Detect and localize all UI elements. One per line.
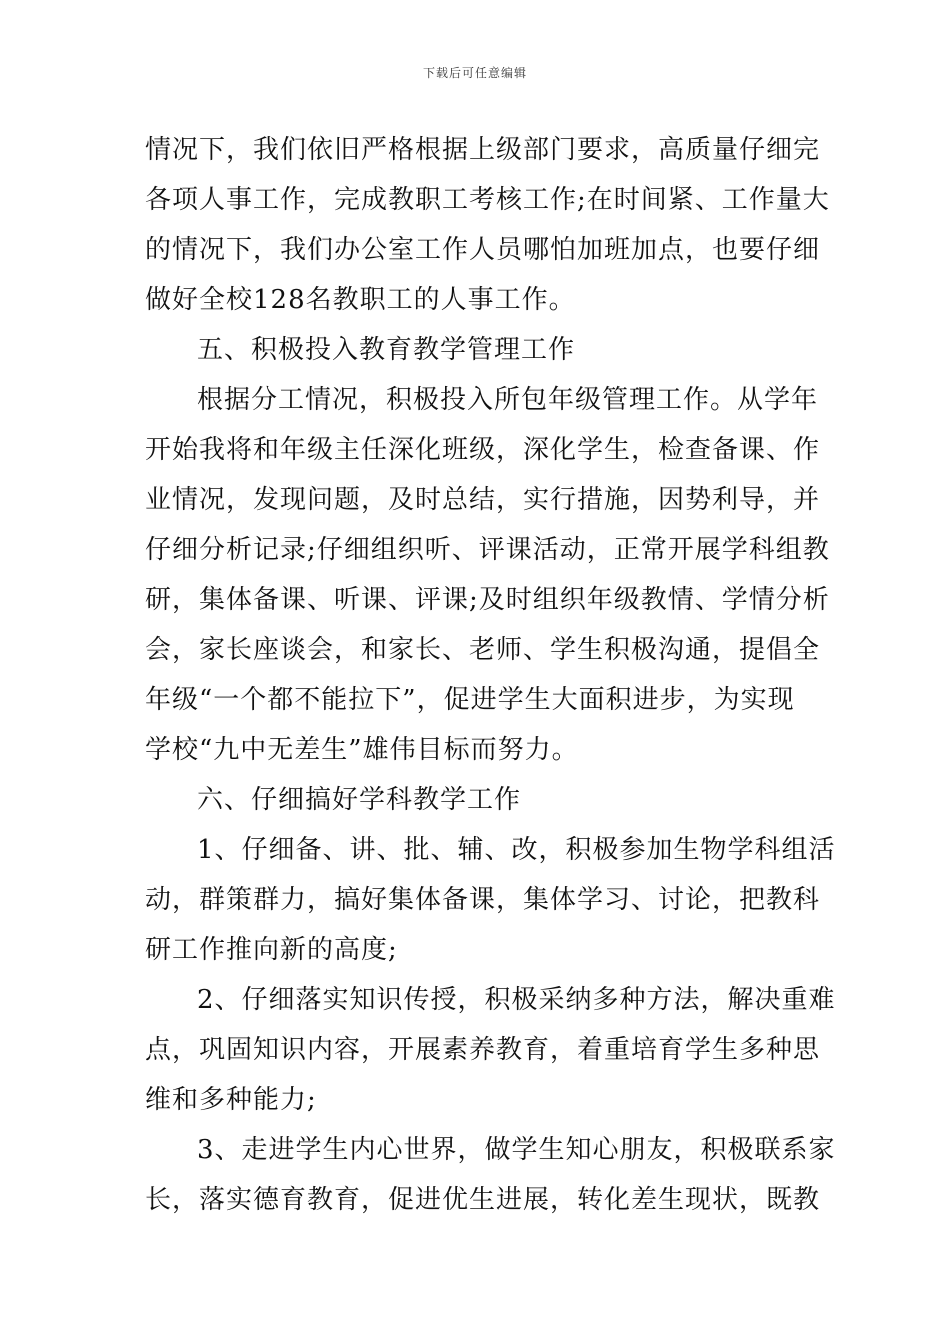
text-line: 根据分工情况，积极投入所包年级管理工作。从学年 [197,385,819,415]
text-line: 3、走进学生内心世界，做学生知心朋友，积极联系家 [197,1135,836,1165]
text-line: 1、仔细备、讲、批、辅、改，积极参加生物学科组活 [197,835,836,865]
section-heading: 五、积极投入教育教学管理工作 [197,335,576,365]
text-line: 2、仔细落实知识传授，积极采纳多种方法，解决重难 [197,985,836,1015]
text-line: 会，家长座谈会，和家长、老师、学生积极沟通，提倡全 [145,635,821,665]
text-line: 开始我将和年级主任深化班级，深化学生，检查备课、作 [145,435,821,465]
text-line: 业情况，发现问题，及时总结，实行措施，因势利导，并 [145,485,821,515]
text-line: 长，落实德育教育，促进优生进展，转化差生现状，既教 [145,1185,821,1215]
text-line: 维和多种能力; [145,1085,317,1115]
page-header: 下载后可任意编辑 [422,66,527,80]
text-line: 点，巩固知识内容，开展素养教育，着重培育学生多种思 [145,1035,821,1065]
text-line: 年级“一个都不能拉下”，促进学生大面积进步，为实现 [145,685,795,715]
text-line: 研，集体备课、听课、评课;及时组织年级教情、学情分析 [145,585,830,615]
text-line: 的情况下，我们办公室工作人员哪怕加班加点，也要仔细 [145,235,821,265]
text-line: 做好全校128名教职工的人事工作。 [145,285,576,315]
text-line: 学校“九中无差生”雄伟目标而努力。 [145,735,579,765]
text-line: 各项人事工作，完成教职工考核工作;在时间紧、工作量大 [145,185,830,215]
text-line: 动，群策群力，搞好集体备课，集体学习、讨论，把教科 [145,885,821,915]
text-line: 研工作推向新的高度; [145,935,398,965]
text-line: 情况下，我们依旧严格根据上级部门要求，高质量仔细完 [145,135,821,165]
section-heading: 六、仔细搞好学科教学工作 [197,785,522,815]
text-line: 仔细分析记录;仔细组织听、评课活动，正常开展学科组教 [145,535,830,565]
